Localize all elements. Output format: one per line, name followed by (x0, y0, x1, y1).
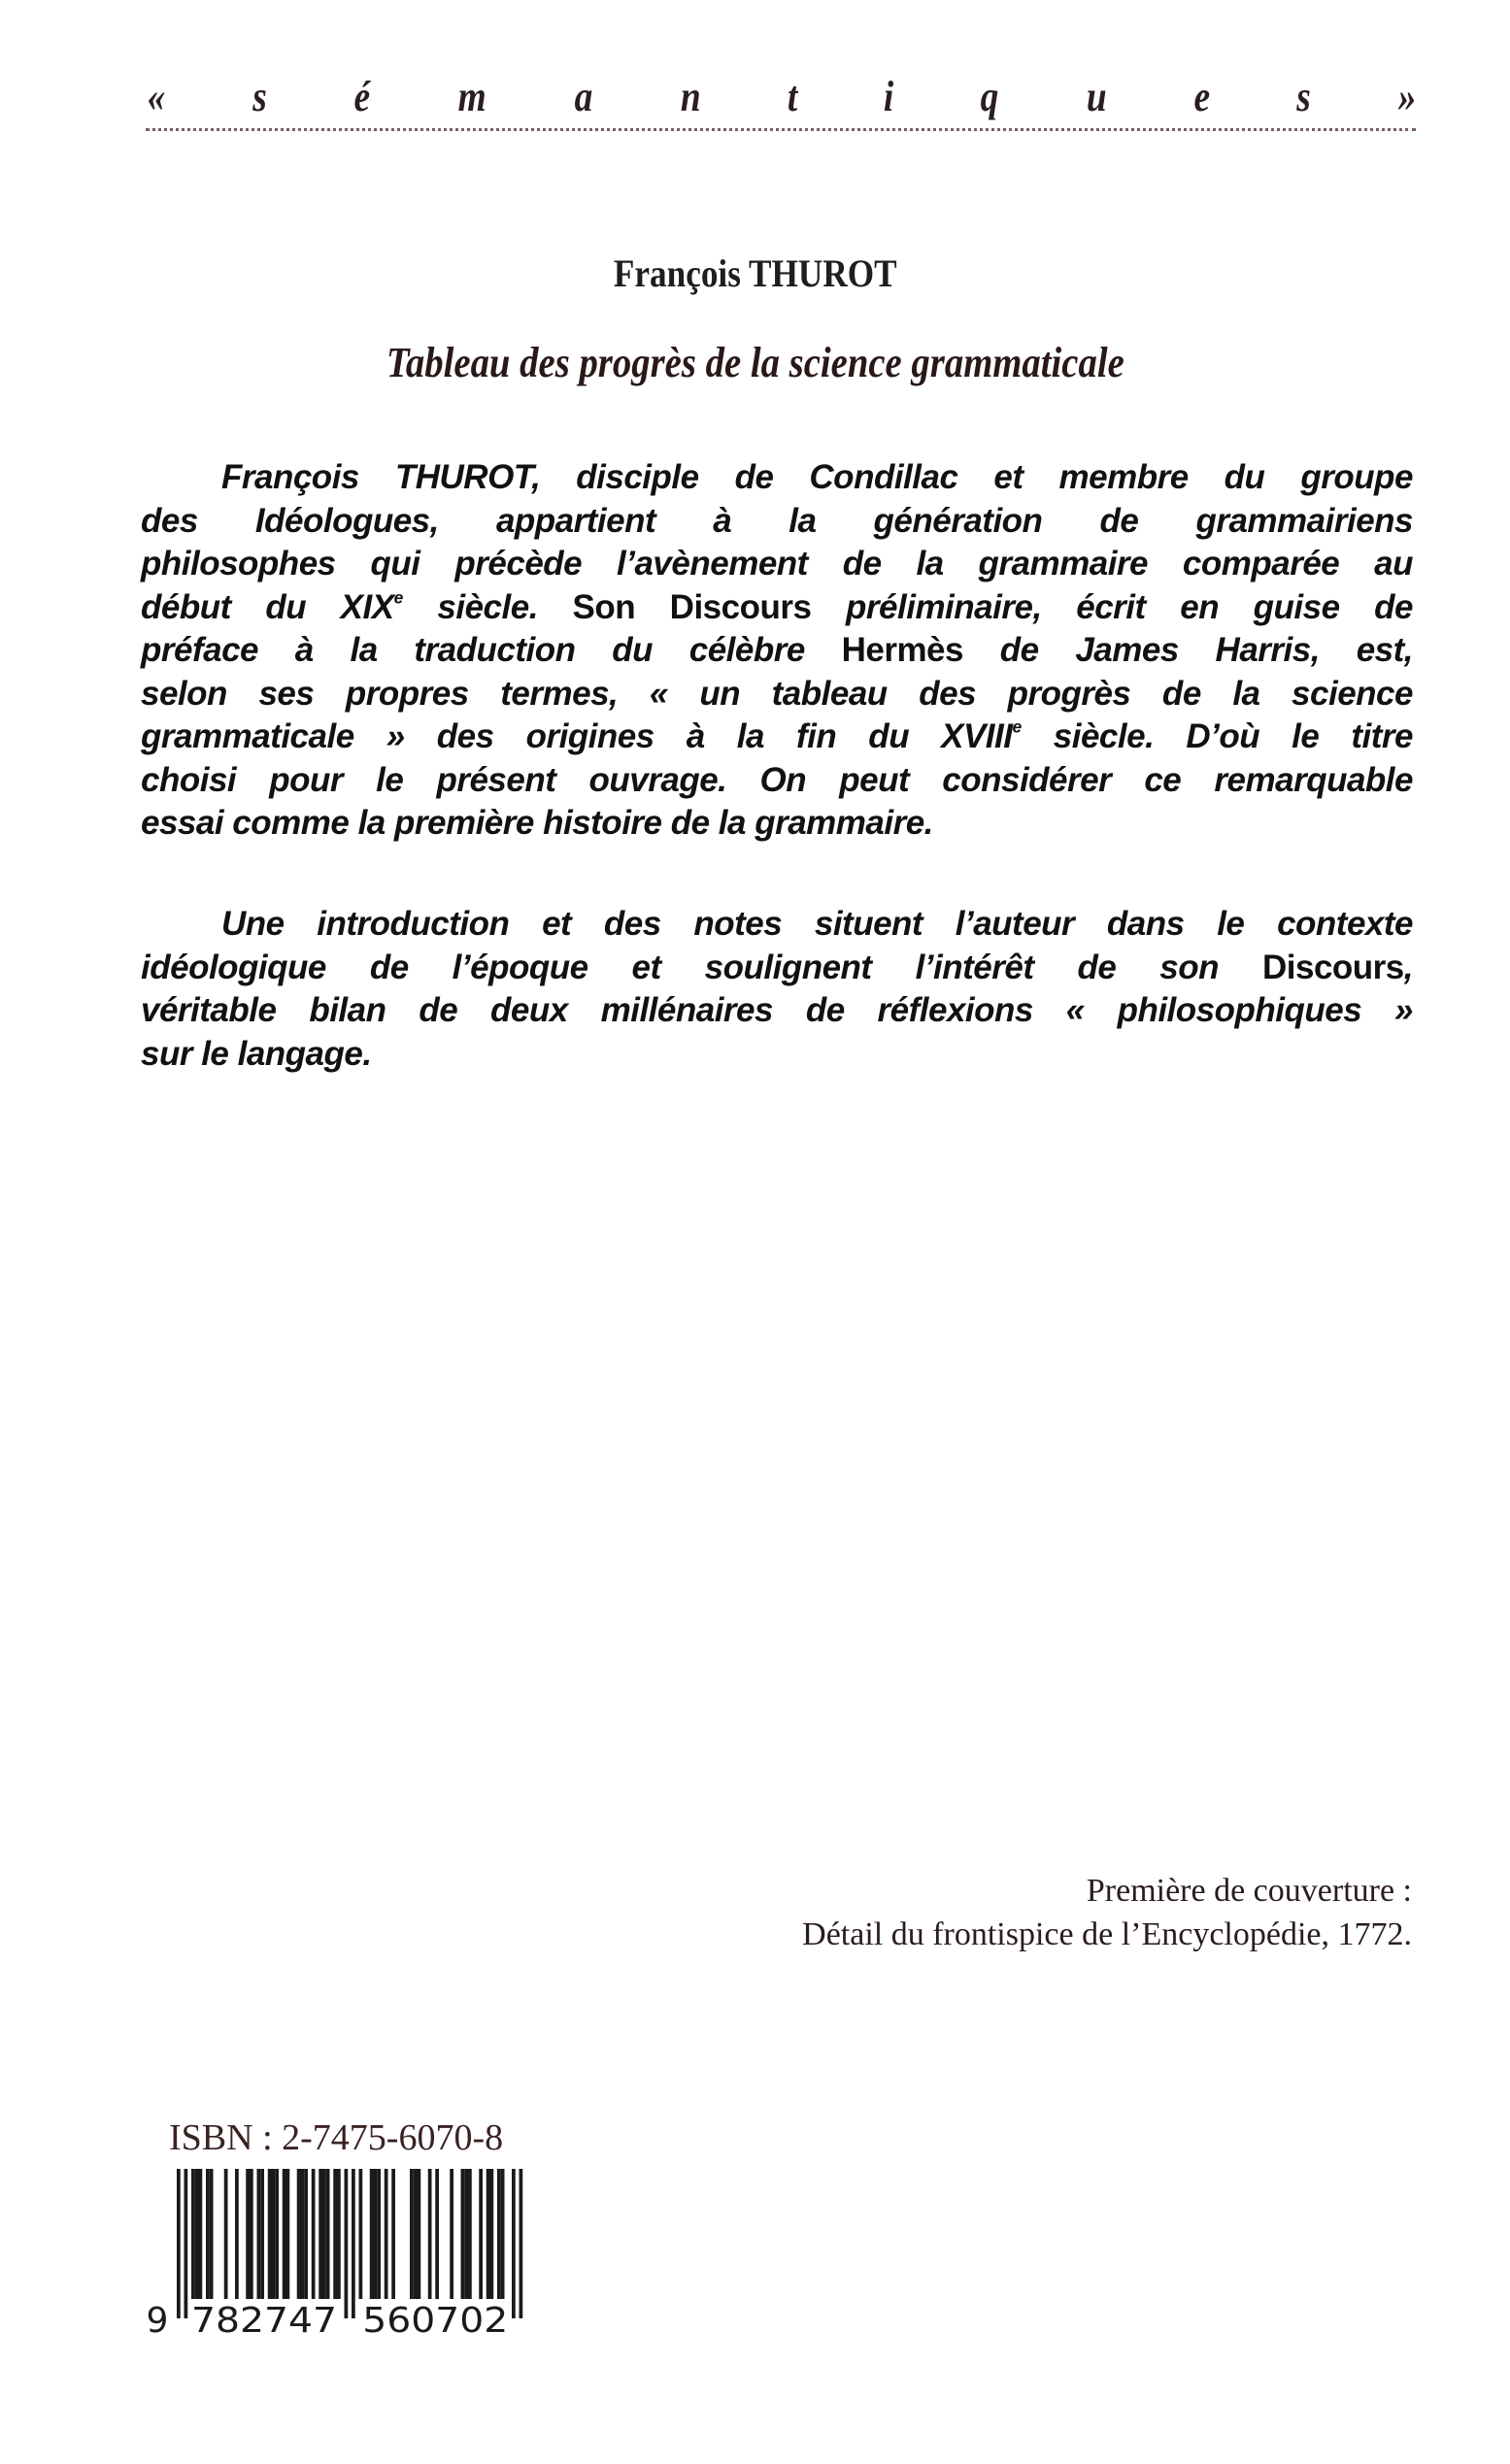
barcode-bar (297, 2169, 301, 2299)
book-title-text: Tableau des progrès de la science grammaticale (386, 339, 1124, 386)
barcode-bar (206, 2169, 210, 2299)
barcode-bar (283, 2169, 286, 2299)
barcode-bar (410, 2169, 414, 2299)
paragraph-line (141, 716, 1413, 759)
author-name (0, 250, 1510, 296)
paragraph-line (141, 802, 1413, 846)
barcode-bar (418, 2169, 421, 2299)
barcode-bar (487, 2169, 490, 2299)
paragraph-line (141, 947, 1413, 990)
paragraph-line (141, 543, 1413, 586)
barcode-bar (352, 2169, 355, 2318)
barcode-bar (450, 2169, 453, 2299)
italic-text: grammaticale » des origines à la fin du XVIII (141, 717, 1013, 755)
paragraph-line (141, 989, 1413, 1033)
barcode-bar (326, 2169, 330, 2299)
book-title (0, 338, 1510, 387)
barcode-bar (177, 2169, 181, 2318)
series-letter: m (457, 73, 487, 120)
author-name-text: François THUROT (613, 251, 897, 295)
barcode-bar (191, 2169, 195, 2299)
barcode-bar (199, 2169, 203, 2299)
italic-text: de James Harris, est, (963, 631, 1413, 669)
series-letter: a (574, 73, 593, 120)
paragraph-line (141, 673, 1413, 716)
barcode-bar (468, 2169, 472, 2299)
barcode-bar (479, 2169, 483, 2299)
italic-text: début du XIX (141, 587, 394, 626)
barcode-bar (322, 2169, 326, 2299)
barcode-bar (246, 2169, 250, 2299)
barcode-bar (370, 2169, 374, 2299)
barcode-bar (301, 2169, 305, 2299)
italic-text: sur le langage. (141, 1034, 372, 1073)
barcode-bar (512, 2169, 516, 2318)
series-letter: n (680, 73, 701, 120)
barcode-bar (345, 2169, 349, 2318)
superscript: e (393, 586, 403, 607)
barcode-bar (312, 2169, 316, 2299)
barcode-digit-first: 9 (146, 2301, 169, 2341)
barcode-bar (414, 2169, 418, 2299)
series-header (146, 60, 1418, 118)
paragraph-line (141, 586, 1413, 630)
italic-text: siècle. (402, 587, 573, 626)
series-close-quote: » (1397, 73, 1417, 120)
cover-credit-line-1: Première de couverture : (1086, 1873, 1412, 1909)
series-letter: u (1086, 73, 1107, 120)
barcode-bar (185, 2169, 188, 2318)
ean13-barcode (144, 2167, 542, 2342)
italic-text: idéologique de l’époque et soulignent l’intérêt de son (141, 948, 1262, 986)
barcode-bar (260, 2169, 264, 2299)
barcode-bar (275, 2169, 279, 2299)
italic-text: siècle. D’où le titre (1021, 717, 1413, 755)
barcode-bar (428, 2169, 432, 2299)
series-open-quote: « (147, 73, 166, 120)
italic-text: véritable bilan de deux millénaires de réflexions « philosophiques » (141, 991, 1413, 1029)
paragraph-line (141, 456, 1413, 500)
series-letter: é (353, 73, 370, 120)
italic-text: essai comme la première histoire de la grammaire. (141, 804, 933, 842)
barcode-bar (435, 2169, 439, 2299)
barcode-bar (195, 2169, 199, 2299)
barcode-bar (304, 2169, 308, 2299)
blurb-paragraph-1 (141, 456, 1413, 846)
barcode-bar (501, 2169, 505, 2299)
roman-text: Son Discours (572, 587, 812, 626)
barcode-bar (497, 2169, 501, 2299)
barcode-bar (272, 2169, 276, 2299)
barcode-bar (210, 2169, 214, 2299)
barcode-bar (461, 2169, 465, 2299)
cover-credit-line-2: Détail du frontispice de l’Encyclopédie, 1772. (802, 1916, 1412, 1952)
series-dotted-rule (146, 128, 1416, 131)
barcode-bar (333, 2169, 337, 2299)
paragraph-line (141, 759, 1413, 803)
barcode-bar (286, 2169, 290, 2299)
roman-text: Discours (1261, 948, 1404, 986)
barcode-bar (319, 2169, 322, 2299)
italic-text: préliminaire, écrit en guise de (811, 587, 1413, 626)
barcode-bar (377, 2169, 381, 2299)
barcode-bar (374, 2169, 378, 2299)
roman-text: Hermès (841, 631, 963, 669)
paragraph-line (141, 500, 1413, 544)
barcode-bar (224, 2169, 228, 2299)
italic-text: selon ses propres termes, « un tableau des progrès de la science (141, 674, 1413, 713)
barcode-digits-right: 560702 (362, 2301, 509, 2341)
italic-text: préface à la traduction du célèbre (141, 631, 842, 669)
series-letter: s (1296, 73, 1311, 120)
italic-text: François THUROT, disciple de Condillac et membre du groupe (221, 458, 1413, 496)
barcode-bar (268, 2169, 272, 2299)
paragraph-line (141, 629, 1413, 673)
barcode-bar (464, 2169, 468, 2299)
italic-text: des Idéologues, appartient à la génération de grammairiens (141, 501, 1413, 540)
barcode-bar (359, 2169, 363, 2299)
barcode-bar (337, 2169, 341, 2299)
barcode-bar (520, 2169, 523, 2318)
barcode-bar (490, 2169, 494, 2299)
barcode-bar (257, 2169, 261, 2299)
blurb-paragraph-2 (141, 903, 1413, 1076)
series-letter: i (883, 73, 894, 120)
italic-text: philosophes qui précède l’avènement de la grammaire comparée au (141, 545, 1413, 583)
italic-text: Une introduction et des notes situent l’auteur dans le contexte (221, 905, 1413, 943)
paragraph-line (141, 1033, 1413, 1077)
barcode-bar (235, 2169, 239, 2299)
series-letter: s (252, 73, 267, 120)
series-letter: t (787, 73, 798, 120)
paragraph-line (141, 903, 1413, 947)
superscript: e (1012, 716, 1022, 737)
series-letter: e (1193, 73, 1210, 120)
barcode-bar (385, 2169, 388, 2299)
italic-text: , (1403, 948, 1413, 986)
italic-text: choisi pour le présent ouvrage. On peut considérer ce remarquable (141, 760, 1413, 799)
barcode-digits-left: 782747 (191, 2301, 337, 2341)
barcode-bar (391, 2169, 395, 2299)
isbn-label: ISBN : 2-7475-6070-8 (169, 2117, 504, 2158)
series-letter: q (980, 73, 999, 120)
barcode-bar (250, 2169, 253, 2299)
barcode-graphic (144, 2167, 542, 2342)
cover-credit (680, 1869, 1412, 1956)
